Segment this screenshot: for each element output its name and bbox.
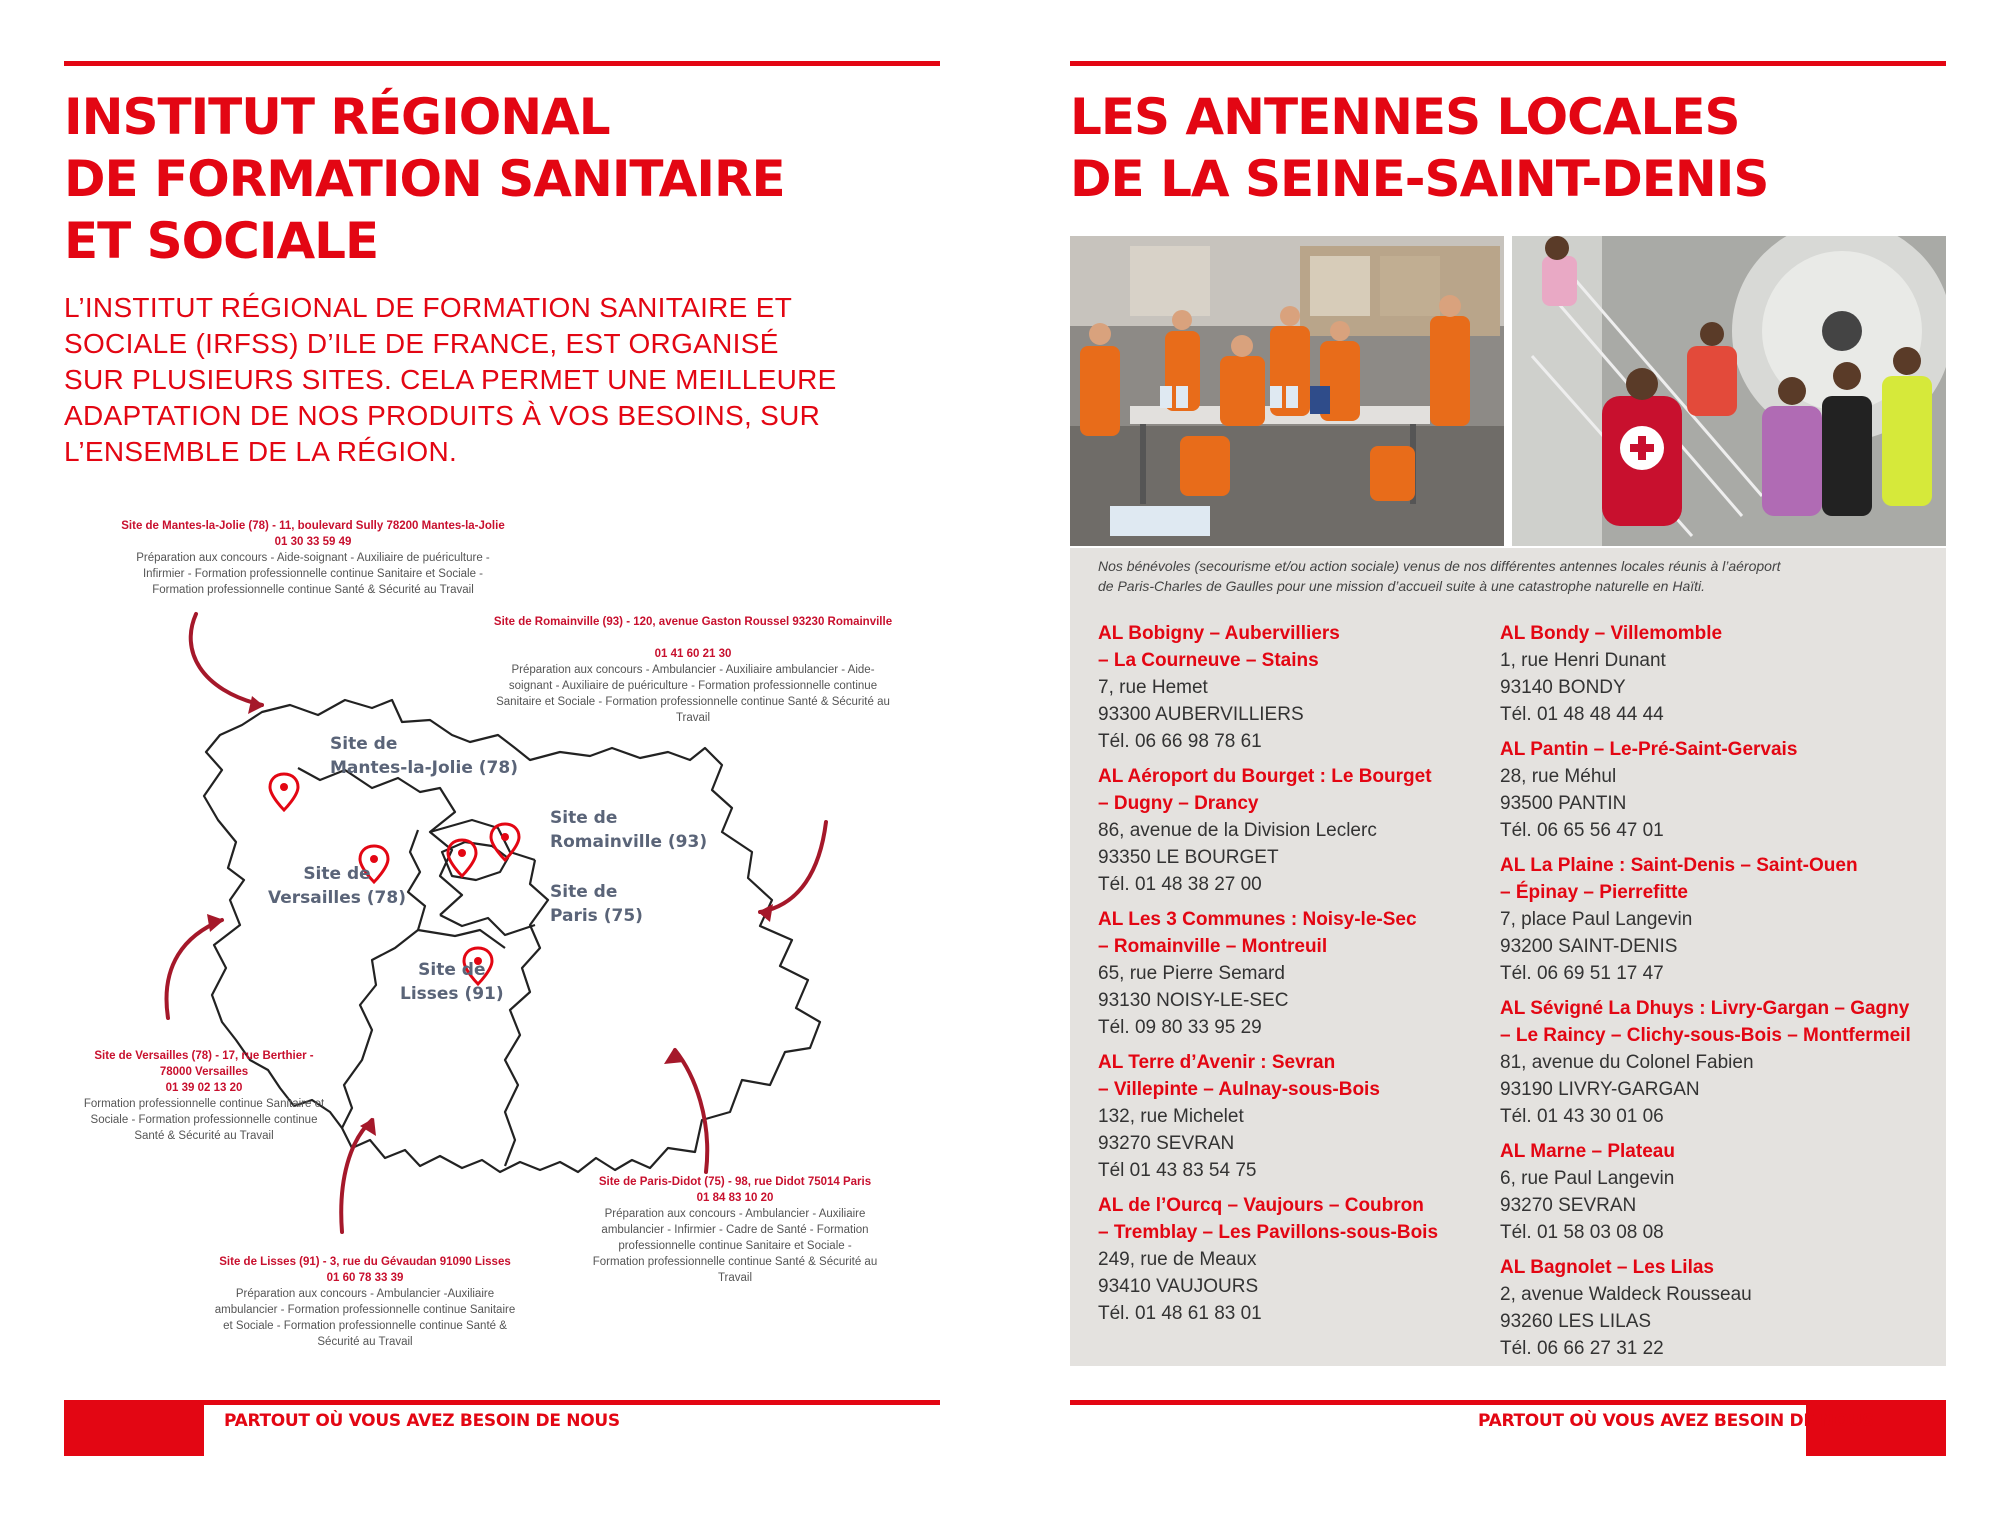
site-phone: 01 30 33 59 49: [274, 536, 352, 548]
antenne-entry: [1098, 1192, 1498, 1327]
photo-volunteers-table: [1070, 236, 1504, 546]
antenne-name: AL de l’Ourcq – Vaujours – Coubron: [1098, 1195, 1424, 1216]
pin-mantes: [270, 774, 298, 810]
antenne-address: 65, rue Pierre Semard: [1098, 963, 1285, 984]
antenne-entry: [1500, 995, 1940, 1130]
caption-line: de Paris-Charles de Gaulles pour une mission d’accueil suite à une catastrophe naturelle en Haïti.: [1098, 578, 1706, 594]
antenne-address: 7, rue Hemet: [1098, 677, 1208, 698]
dept-boundary: [440, 915, 535, 935]
map-label-mantes: [330, 732, 518, 780]
antenne-entry: [1500, 852, 1940, 987]
antenne-entry: [1098, 620, 1498, 755]
antenne-entry: [1500, 736, 1940, 844]
site-desc: Préparation aux concours - Ambulancier - Auxiliaire ambulancier - Aide-: [511, 664, 875, 676]
site-desc: Sanitaire et Sociale - Formation professionnelle continue Santé & Sécurité au: [496, 696, 890, 708]
antenne-entry: [1098, 763, 1498, 898]
intro-line: L’INSTITUT RÉGIONAL DE FORMATION SANITAIRE ET: [64, 292, 793, 323]
intro-line: L’ENSEMBLE DE LA RÉGION.: [64, 436, 458, 467]
site-desc: Sécurité au Travail: [317, 1336, 413, 1348]
site-desc: Préparation aux concours - Ambulancier - Auxiliaire: [604, 1208, 866, 1220]
site-desc: Formation professionnelle continue Santé & Sécurité au Travail: [152, 584, 474, 596]
site-desc: Travail: [717, 1272, 753, 1284]
antenne-name: AL Bobigny – Aubervilliers: [1098, 623, 1340, 644]
arrow-mantes: [191, 614, 262, 705]
site-header: Site de Paris-Didot (75) - 98, rue Didot 75014 Paris: [598, 1176, 872, 1188]
antenne-city: 93190 LIVRY-GARGAN: [1500, 1079, 1700, 1100]
site-header: Site de Versailles (78) - 17, rue Berthier -: [94, 1050, 314, 1062]
site-phone: 01 41 60 21 30: [654, 648, 732, 660]
antenne-name: AL Les 3 Communes : Noisy-le-Sec: [1098, 909, 1417, 930]
antenne-address: 81, avenue du Colonel Fabien: [1500, 1052, 1754, 1073]
antenne-phone: Tél 01 43 83 54 75: [1098, 1160, 1257, 1181]
antenne-city: 93140 BONDY: [1500, 677, 1626, 698]
title-line: INSTITUT RÉGIONAL: [64, 88, 610, 146]
map-label-line: Site de: [550, 808, 618, 828]
antenne-name: AL Pantin – Le-Pré-Saint-Gervais: [1500, 739, 1798, 760]
antenne-name: AL Bagnolet – Les Lilas: [1500, 1257, 1714, 1278]
photo-caption: [1098, 556, 1928, 596]
antenne-city: 93130 NOISY-LE-SEC: [1098, 990, 1289, 1011]
antenne-city: 93270 SEVRAN: [1500, 1195, 1637, 1216]
dept-boundary: [418, 930, 505, 948]
pin-paris: [448, 840, 476, 876]
site-desc: et Sociale - Formation professionnelle continue Santé &: [223, 1320, 507, 1332]
antenne-address: 249, rue de Meaux: [1098, 1249, 1257, 1270]
antenne-phone: Tél. 01 43 30 01 06: [1500, 1106, 1664, 1127]
antenne-phone: Tél. 09 80 33 95 29: [1098, 1017, 1262, 1038]
site-desc: Travail: [675, 712, 711, 724]
antenne-address: 86, avenue de la Division Leclerc: [1098, 820, 1377, 841]
title-line: DE FORMATION SANITAIRE: [64, 150, 785, 208]
antenne-entry: [1500, 1254, 1940, 1362]
site-header: Site de Mantes-la-Jolie (78) - 11, boulevard Sully 78200 Mantes-la-Jolie: [121, 520, 505, 532]
antenne-name: AL Terre d’Avenir : Sevran: [1098, 1052, 1336, 1073]
antenne-name: – Dugny – Drancy: [1098, 793, 1259, 814]
antenne-entry: [1500, 620, 1940, 728]
antenne-name: – Villepinte – Aulnay-sous-Bois: [1098, 1079, 1380, 1100]
map-label-line: Site de: [550, 882, 618, 902]
antenne-phone: Tél. 01 48 61 83 01: [1098, 1303, 1262, 1324]
dept-boundary: [505, 860, 548, 1166]
map-label-line: Paris (75): [550, 906, 643, 926]
antenne-city: 93270 SEVRAN: [1098, 1133, 1235, 1154]
intro-line: SOCIALE (IRFSS) D’ILE DE FRANCE, EST ORGANISÉ: [64, 328, 779, 359]
site-info-paris: [570, 1174, 900, 1286]
antenne-city: 93200 SAINT-DENIS: [1500, 936, 1678, 957]
antenne-name: AL Bondy – Villemomble: [1500, 623, 1723, 644]
antenne-name: – Épinay – Pierrefitte: [1500, 882, 1688, 903]
antenne-address: 28, rue Méhul: [1500, 766, 1617, 787]
antenne-name: AL Sévigné La Dhuys : Livry-Gargan – Gagny: [1500, 998, 1910, 1019]
site-desc: Formation professionnelle continue Santé & Sécurité au: [592, 1256, 878, 1268]
antenne-entry: [1098, 1049, 1498, 1184]
footer-slogan-right: PARTOUT OÙ VOUS AVEZ BESOIN DE NOUS: [1478, 1411, 1874, 1431]
site-info-mantes: [88, 518, 538, 598]
antenne-name: – Romainville – Montreuil: [1098, 936, 1328, 957]
antenne-address: 2, avenue Waldeck Rousseau: [1500, 1284, 1752, 1305]
map-label-lisses: [400, 958, 504, 1006]
antenne-name: – La Courneuve – Stains: [1098, 650, 1319, 671]
site-desc: Préparation aux concours - Aide-soignant - Auxiliaire de puériculture -: [136, 552, 490, 564]
site-phone: 01 39 02 13 20: [165, 1082, 243, 1094]
map-label-line: Site de: [418, 960, 486, 980]
antenne-name: – Le Raincy – Clichy-sous-Bois – Montfermeil: [1500, 1025, 1911, 1046]
antennes-column-left: [1098, 620, 1498, 1335]
antenne-city: 93300 AUBERVILLIERS: [1098, 704, 1304, 725]
arrowhead: [758, 904, 773, 922]
site-desc: ambulancier - Infirmier - Cadre de Santé - Formation: [601, 1224, 869, 1236]
antenne-name: AL Aéroport du Bourget : Le Bourget: [1098, 766, 1432, 787]
site-desc: soignant - Auxiliaire de puériculture - Formation professionnelle continue: [508, 680, 878, 692]
dept-boundary: [408, 830, 425, 930]
antenne-phone: Tél. 01 58 03 08 08: [1500, 1222, 1664, 1243]
arrow-versailles: [167, 920, 222, 1018]
site-desc: professionnelle continue Sanitaire et Sociale -: [618, 1240, 852, 1252]
antenne-address: 6, rue Paul Langevin: [1500, 1168, 1675, 1189]
antenne-city: 93260 LES LILAS: [1500, 1311, 1652, 1332]
site-desc: ambulancier - Formation professionnelle continue Sanitaire: [214, 1304, 516, 1316]
intro-line: ADAPTATION DE NOS PRODUITS À VOS BESOINS, SUR: [64, 400, 821, 431]
site-phone: 01 60 78 33 39: [326, 1272, 404, 1284]
antenne-address: 132, rue Michelet: [1098, 1106, 1244, 1127]
map-label-line: Site de: [303, 864, 371, 884]
site-desc: Préparation aux concours - Ambulancier -Auxiliaire: [235, 1288, 495, 1300]
site-desc: Santé & Sécurité au Travail: [134, 1130, 274, 1142]
intro-line: SUR PLUSIEURS SITES. CELA PERMET UNE MEILLEURE: [64, 364, 837, 395]
site-desc: Sociale - Formation professionnelle continue: [90, 1114, 318, 1126]
arrowhead: [207, 914, 224, 932]
map-label-line: Mantes-la-Jolie (78): [330, 758, 518, 778]
site-header: Site de Lisses (91) - 3, rue du Gévaudan 91090 Lisses: [219, 1256, 511, 1268]
antenne-phone: Tél. 06 65 56 47 01: [1500, 820, 1664, 841]
footer-band-left: [64, 1403, 204, 1456]
antenne-name: – Tremblay – Les Pavillons-sous-Bois: [1098, 1222, 1439, 1243]
antenne-phone: Tél. 01 48 48 44 44: [1500, 704, 1664, 725]
footer-slogan-left: PARTOUT OÙ VOUS AVEZ BESOIN DE NOUS: [224, 1411, 620, 1431]
map-label-romainville: [550, 806, 707, 854]
top-rule-right: [1070, 61, 1946, 66]
site-header: Site de Romainville (93) - 120, avenue Gaston Roussel 93230 Romainville: [493, 616, 893, 628]
antenne-entry: [1500, 1138, 1940, 1246]
map-label-line: Lisses (91): [400, 984, 504, 1004]
antenne-address: 7, place Paul Langevin: [1500, 909, 1693, 930]
site-info-lisses: [180, 1254, 550, 1350]
antenne-phone: Tél. 06 66 27 31 22: [1500, 1338, 1664, 1359]
arrow-paris: [675, 1050, 707, 1172]
caption-line: Nos bénévoles (secourisme et/ou action sociale) venus de nos différentes antennes locales réunis à l’aéroport: [1098, 558, 1781, 574]
map-label-versailles: [268, 862, 406, 910]
site-phone: 01 84 83 10 20: [696, 1192, 774, 1204]
antenne-name: AL Marne – Plateau: [1500, 1141, 1675, 1162]
antenne-city: 93500 PANTIN: [1500, 793, 1627, 814]
title-line: ET SOCIALE: [64, 212, 379, 270]
site-header: 78000 Versailles: [159, 1066, 249, 1078]
antenne-phone: Tél. 06 66 98 78 61: [1098, 731, 1262, 752]
site-info-versailles: [64, 1048, 344, 1144]
map-label-line: Site de: [330, 734, 398, 754]
antenne-entry: [1098, 906, 1498, 1041]
antenne-phone: Tél. 01 48 38 27 00: [1098, 874, 1262, 895]
title-line: LES ANTENNES LOCALES: [1070, 88, 1740, 146]
antenne-name: AL La Plaine : Saint-Denis – Saint-Ouen: [1500, 855, 1858, 876]
title-line: DE LA SEINE-SAINT-DENIS: [1070, 150, 1769, 208]
site-desc: Infirmier - Formation professionnelle continue Sanitaire et Sociale -: [142, 568, 484, 580]
site-desc: Formation professionnelle continue Sanitaire et: [83, 1098, 325, 1110]
photo-airport-stairs: [1512, 236, 1946, 546]
antenne-address: 1, rue Henri Dunant: [1500, 650, 1666, 671]
antenne-city: 93350 LE BOURGET: [1098, 847, 1279, 868]
site-info-romainville: [468, 614, 918, 726]
map-label-paris: [550, 880, 643, 928]
antennes-column-right: [1500, 620, 1940, 1370]
map-label-line: Romainville (93): [550, 832, 708, 852]
page-title-right: [1070, 86, 1768, 210]
antenne-city: 93410 VAUJOURS: [1098, 1276, 1259, 1297]
map-label-line: Versailles (78): [268, 888, 406, 908]
antenne-phone: Tél. 06 69 51 17 47: [1500, 963, 1664, 984]
